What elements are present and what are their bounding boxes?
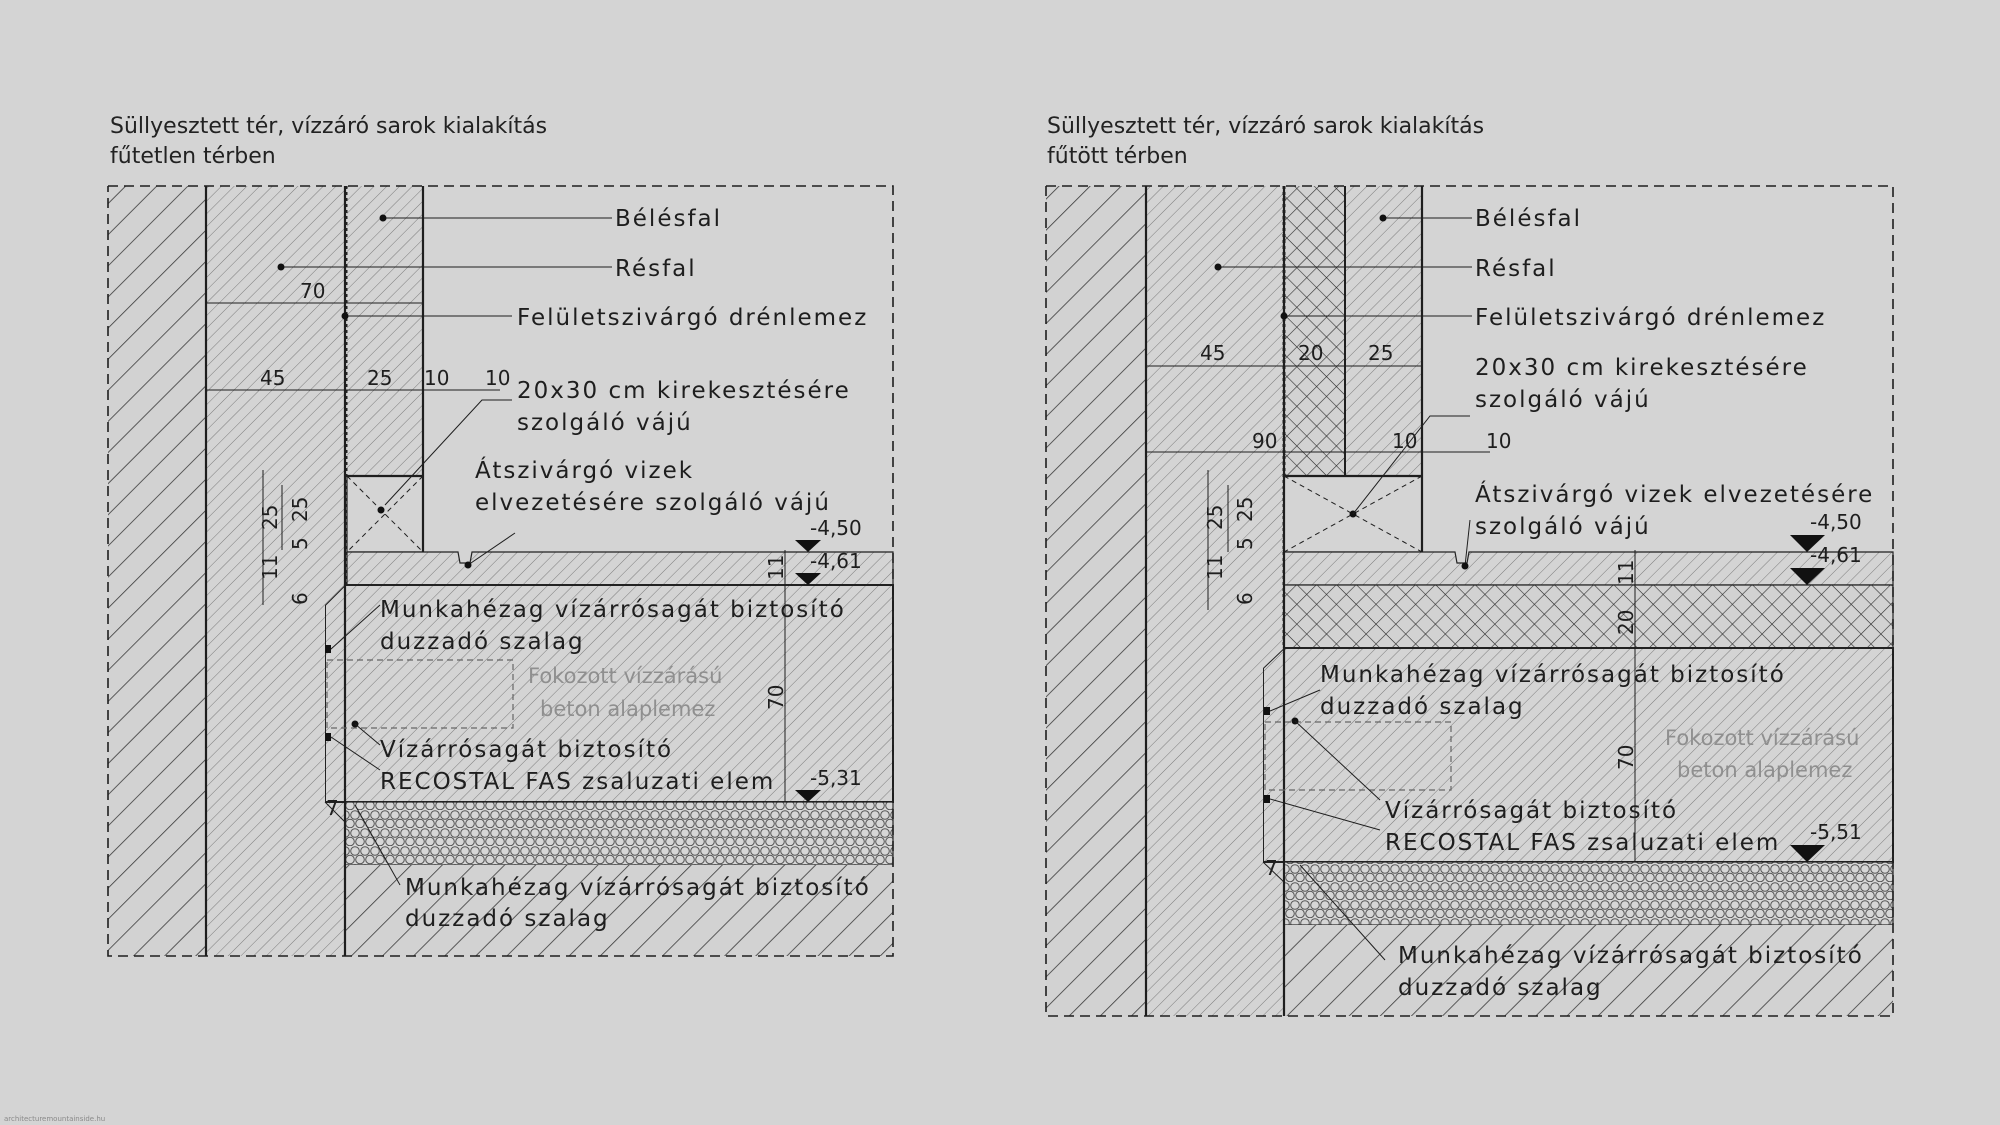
left-label-szalag2-line2: duzzadó szalag (405, 906, 610, 932)
right-label-szalag1-line2: duzzadó szalag (1320, 694, 1525, 720)
left-dim-v7: 7 (326, 796, 339, 820)
right-label-resfal: Résfal (1475, 256, 1557, 282)
right-label-belesfal: Bélésfal (1475, 206, 1583, 232)
left-soil (108, 186, 206, 956)
right-level-1: -4,50 (1810, 510, 1862, 534)
left-dim-25: 25 (367, 366, 393, 390)
left-label-szalag1-line2: duzzadó szalag (380, 629, 585, 655)
right-soil (1046, 186, 1146, 1016)
right-label-vaju2-line2: szolgáló vájú (1475, 514, 1651, 540)
left-label-vaju1-line1: 20x30 cm kirekesztésére (517, 378, 851, 404)
right-dim-v6: 6 (1233, 592, 1257, 605)
right-label-vaju1-line1: 20x30 cm kirekesztésére (1475, 355, 1809, 381)
right-dim-90: 90 (1252, 429, 1278, 453)
right-label-drenlemez: Felületszivárgó drénlemez (1475, 305, 1827, 331)
right-title-line1: Süllyesztett tér, vízzáró sarok kialakítás (1047, 114, 1485, 139)
right-label-vaju2-line1: Átszivárgó vizek elvezetésére (1475, 482, 1875, 508)
right-dim-v11: 11 (1203, 554, 1227, 580)
left-title-line1: Süllyesztett tér, vízzáró sarok kialakítás (110, 114, 548, 139)
right-dim-25: 25 (1368, 341, 1394, 365)
left-dim-v11: 11 (258, 554, 282, 580)
left-dim-v25a: 25 (258, 504, 282, 530)
left-label-vaju2-line1: Átszivárgó vizek (475, 458, 695, 484)
right-label-recostal-line2: RECOSTAL FAS zsaluzati elem (1385, 830, 1781, 856)
left-detail (108, 114, 893, 956)
right-dim-10a: 10 (1392, 429, 1418, 453)
left-label-resfal: Résfal (615, 256, 697, 282)
left-level-1: -4,50 (810, 516, 862, 540)
right-gravel-bed (1284, 862, 1893, 925)
left-label-belesfal: Bélésfal (615, 206, 723, 232)
left-label-recostal-line1: Vízárrósagát biztosító (380, 737, 674, 763)
right-subsoil (1284, 925, 1893, 1016)
left-label-vaju1-line2: szolgáló vájú (517, 410, 693, 436)
left-label-drenlemez: Felületszivárgó drénlemez (517, 305, 869, 331)
left-gravel-bed (345, 802, 893, 865)
right-level-3: -5,51 (1810, 820, 1862, 844)
left-level-2: -4,61 (810, 549, 862, 573)
left-dim-v25b: 25 (288, 496, 312, 522)
right-dim-v11b: 11 (1614, 559, 1638, 585)
left-dim-10a: 10 (424, 366, 450, 390)
right-floor-insulation (1284, 585, 1893, 648)
right-dim-45: 45 (1200, 341, 1226, 365)
right-label-beton-line2: beton alaplemez (1677, 758, 1853, 782)
right-dim-v5: 5 (1233, 537, 1257, 550)
left-dim-45: 45 (260, 366, 286, 390)
left-dim-v5: 5 (288, 537, 312, 550)
right-dim-10b: 10 (1486, 429, 1512, 453)
left-label-beton-line1: Fokozott vízzárású (528, 664, 723, 688)
left-title-line2: fűtetlen térben (110, 144, 276, 169)
left-label-beton-line2: beton alaplemez (540, 697, 716, 721)
right-label-szalag2-line2: duzzadó szalag (1398, 975, 1603, 1001)
right-dim-v25b: 25 (1233, 496, 1257, 522)
right-label-szalag2-line1: Munkahézag vízárrósagát biztosító (1398, 943, 1864, 969)
left-dim-10b: 10 (485, 366, 511, 390)
right-level-2: -4,61 (1810, 543, 1862, 567)
left-dim-v6: 6 (288, 592, 312, 605)
footer-note: architecturemountainside.hu (4, 1115, 106, 1123)
left-label-vaju2-line2: elvezetésére szolgáló vájú (475, 490, 831, 516)
right-detail (1046, 114, 1893, 1016)
left-label-szalag2-line1: Munkahézag vízárrósagát biztosító (405, 875, 871, 901)
right-title-line2: fűtött térben (1047, 144, 1188, 169)
right-label-recostal-line1: Vízárrósagát biztosító (1385, 798, 1679, 824)
right-label-beton-line1: Fokozott vízzárású (1665, 726, 1860, 750)
left-level-3: -5,31 (810, 766, 862, 790)
left-dim-v11b: 11 (764, 554, 788, 580)
left-label-recostal-line2: RECOSTAL FAS zsaluzati elem (380, 769, 776, 795)
left-label-szalag1-line1: Munkahézag vízárrósagát biztosító (380, 597, 846, 623)
right-label-szalag1-line1: Munkahézag vízárrósagát biztosító (1320, 662, 1786, 688)
left-lining-wall (347, 186, 423, 476)
left-soil-corner (206, 585, 345, 956)
left-dim-70: 70 (300, 279, 326, 303)
left-dim-v70: 70 (764, 684, 788, 710)
right-dim-v20: 20 (1614, 609, 1638, 635)
right-label-vaju1-line2: szolgáló vájú (1475, 387, 1651, 413)
right-dim-v7: 7 (1265, 856, 1278, 880)
right-dim-20: 20 (1298, 341, 1324, 365)
right-dim-v25a: 25 (1203, 504, 1227, 530)
right-insulation (1284, 186, 1345, 476)
right-dim-v70: 70 (1614, 744, 1638, 770)
